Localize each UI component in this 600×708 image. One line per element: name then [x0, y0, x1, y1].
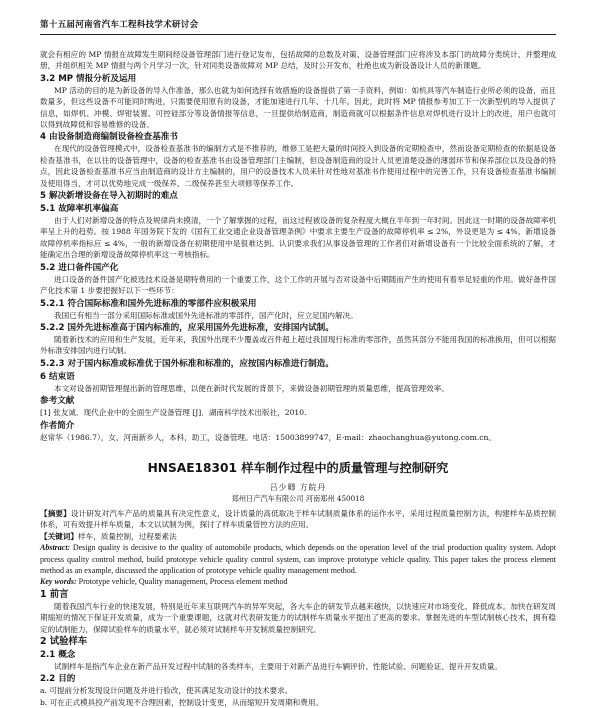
heading-5-2: 5.2 进口备件国产化 [40, 262, 119, 273]
keywords-cn-label: 【关键词】 [40, 531, 78, 541]
running-head: 第十五届河南省汽车工程科技学术研讨会 [40, 20, 199, 30]
heading-5-1: 5.1 故障率机率偏高 [40, 204, 119, 215]
abstract-cn-label: 【摘要】 [40, 508, 71, 518]
paragraph-2-1: 试制样车是指汽车企业在新产品开发过程中试制的各类样车，主要用于对新产品进行车辆评价、性能试验、问题验证、提升开发质量。 [54, 662, 503, 671]
abstract-en-text: Design quality is decisive to the quality of automobile products, which depends on the operation level of the trial production quality system. Adopt process quality control method, build prototype vehicle quality control system, can improve prototype vehicle quality. This paper takes the process element method as an example, discussed the application of prototype vehicle quality management method. [40, 543, 556, 575]
heading-1-intro: 1 前言 [40, 588, 69, 600]
header-rule [40, 34, 556, 35]
heading-5-2-3: 5.2.3 对于国内标准或标准优于国外标准和标准的，应按国内标准进行制造。 [40, 358, 334, 369]
abstract-cn-text: 设计研发对汽车产品的质量具有决定性意义，设计质量的高低取决于样车试制质量体系的运作水平，采用过程质量控制方法，构建样车品质控制体系，可有效提升样车质量，本文以试制为例，探讨了样车质量管控方法的应用。 [40, 508, 556, 530]
keywords-cn-text: 样车，质量控制，过程要素法 [77, 531, 177, 541]
references-heading: 参考文献 [40, 396, 75, 407]
article-authors: 吕少卿 方皖丹 [269, 482, 327, 492]
top-paragraph: 就会有相应的 MP 情报在故障发生期间经设备管理部门进行登记发布，包括故障的总数及对策、设备管理部门应将涉及本部门的故障分类统计、并整理成册，并组织相关 MP 情报与两个月学习一次，针对同类设备故障对 MP 总结，及时公开发布，杜绝也成为新设备设计人员的新课题。 [40, 50, 556, 71]
abstract-en [40, 542, 556, 576]
paragraph-intro: 随着我国汽车行业的快速发展，特别是近年来互联网汽车的异军突起，各大车企的研发节点越来越快，以快速应对市场变化、降低成本。加快在研发周期缩短的情况下保证开发质量，成为一个重要课题，这就对代表研发能力的试制样车质量水平提出了更高的要求。掌握先进的车型试制核心技术，拥有稳定的试制能力，保障试验样车的质量水平，就必须对试制样车开发制质量控制研究。 [40, 601, 556, 634]
paragraph-6: 本文对设备初期管理提出新的管理思维，以便在新时代发展的背景下，来做设备初期管理的质量思维，提高管理效率。 [54, 383, 449, 393]
heading-2-1: 2.1 概念 [40, 650, 76, 660]
abstract-en-label: Abstract: [40, 543, 71, 553]
heading-3-2: 3.2 MP 情报分析及运用 [40, 73, 137, 84]
heading-5-2-2: 5.2.2 国外先进标准高于国内标准的，应采用国外先进标准，安排国内试制。 [40, 322, 334, 333]
keywords-en-label: Key words: [40, 577, 77, 587]
keywords-en-text: Prototype vehicle, Quality management, Process element method [78, 577, 288, 587]
article-title: HNSAE18301 样车制作过程中的质量管理与控制研究 [147, 460, 449, 475]
paragraph-5-2-1: 我国已有相当一部分采用国际标准或国外先进标准的零部件，国产化时，应立足国内解决。 [54, 310, 358, 320]
keywords-en [40, 576, 556, 587]
abstract-cn [40, 508, 556, 531]
heading-5-2-1: 5.2.1 符合国际标准和国外先进标准的零部件应积极采用 [40, 298, 257, 309]
author-bio-heading: 作者简介 [40, 420, 75, 431]
heading-2-2: 2.2 目的 [40, 674, 76, 685]
paragraph-5-2: 进口设备的备件国产化被选技术设备是期特费用的一个重要工作，这个工作的开展与否对设备中后期随而产生的使用有着举足轻重的作用。做好备件国产化技术第 1 步要把握好以下一些环节： [40, 274, 556, 296]
heading-2: 2 试验样车 [40, 636, 88, 647]
article-affiliation: 郑州日产汽车有限公司 河南郑州 450018 [231, 493, 365, 503]
heading-5: 5 解决新增设备在导入初期时的难点 [40, 191, 178, 202]
paragraph-5-1: 由于人们对新增设备的特点及规律尚未摸清，一个了解掌握的过程，而这过程被设备的复杂程度大概在半年到一年时间。因此这一时期的设备故障率机率呈上升的趋势。按 1988 年国务院下发的《国有工业交通企业设备管理条例》中要求主要生产设备的故障停机率 ≤ 2%，外设更是为 ≤ 4%，新增设备故障停机率指标应 ≤ 4%，一般的新增设备在初期使用中是很难达到。认识要求我们从事设备管理的工作者们对新增设备有一个比较全面系统的了解，才能确定出合理的新增设备故障停机率这一考核指标。 [40, 216, 556, 260]
paragraph-3-2: MP 活动的目的是为新设备的导入作准备，那么也就为如何选择有效措施的设备提供了第一手资料，例如：如机具等汽车制造行业所必须的设备，而且数量多，但这些设备不可能同时购进，只需要使用原有的设备，才能加速进行几年、十几年。因此，此时将 MP 情报参考加工下一次新型机的导入提供了信息，如焊机、冲模、焊钳装置、可控硅部分等设备情报等信息，一旦提供给制造商，制造商就可以根据条件信息对焊机进行设计上的改进，用户也就可以得到故障低和容易维修的设备。 [40, 85, 556, 130]
heading-4: 4 由设备制造商编制设备检查基准书 [40, 132, 178, 143]
keywords-cn [40, 531, 556, 542]
list-item-a: a. 可提前分析发现设计问题及并进行验改，使其满足发动设计的技术要求。 [40, 686, 293, 696]
paragraph-5-2-2: 随着新技术的应用和生产发展，近年来，我国外出现不少覆盖或百件超上超过我国现行标准的零部件，虽然其部分不能用我国的标准换用，但可以根据外标准安排国内进行试制。 [40, 334, 556, 356]
paragraph-4: 在现代的设备管理模式中，设备检查基准书的编制方式是不推荐的，维修工是把大量的时间投入到设备的定期检查中，然而设备定期检查的依据是设备检查基准书，在以往的设备管理中，设备的检查基准书由设备管理部门主编制，但设备制造商的设计人员更清楚设备的薄弱环节和保养部位以及设备的特点，因此设备检查基准书应当由制造商的设计方主编制的，用户的设备技术人员来针对性地对基准书作使用过程中的完善工作，只有设备检查基准书编制及使用得当，才可以优势地完成一级保养、二级保养甚至大项修等保养工作。 [40, 144, 556, 188]
heading-6: 6 结束语 [40, 371, 75, 382]
author-bio-text: 赵常华（1986.7），女，河南新乡人，本科，助工，设备管理。电话：15003899747，E-mail：zhaochanghua@yutong.com.cn。 [40, 432, 497, 442]
list-item-b: b. 可在正式模具投产前发现不合理因素，控制设计变更，从而缩短开发周期和费用。 [40, 697, 324, 707]
reference-item: [1] 张友诚．现代企业中的全面生产设备管理 [J]．湖南科学技术出版社，2010. [40, 408, 307, 418]
